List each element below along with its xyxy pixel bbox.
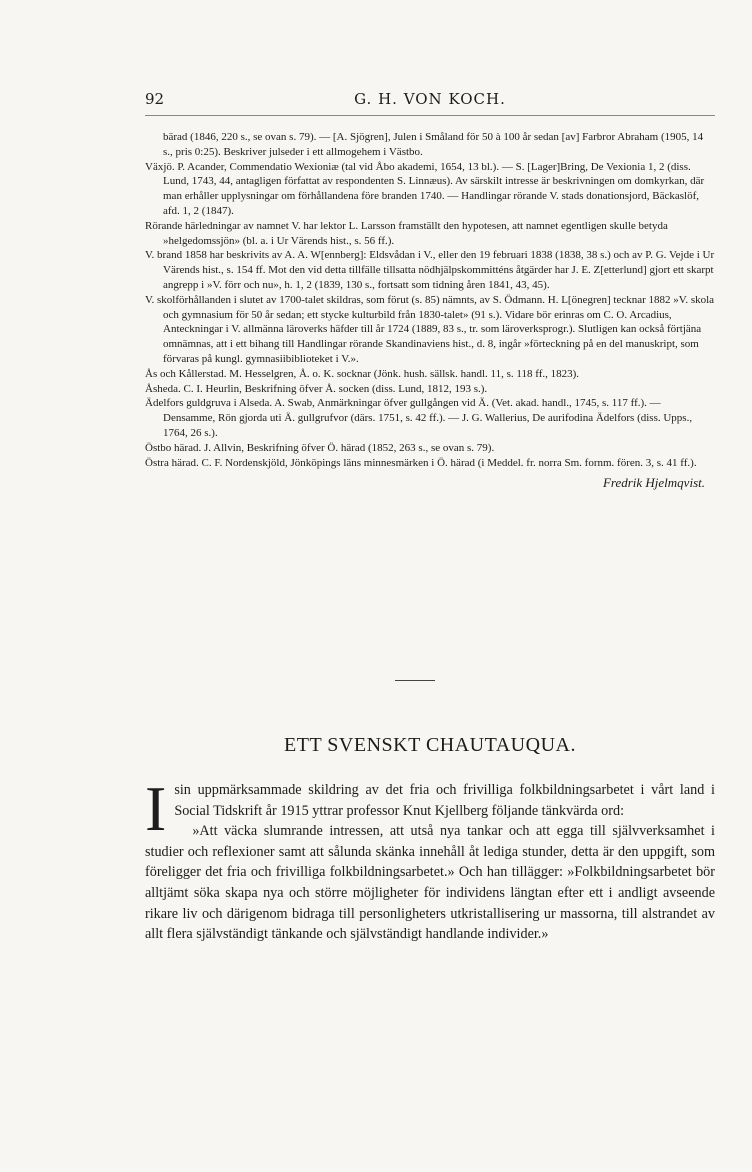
section-separator [395,680,435,681]
bibliography-entry: Ås och Kållerstad. M. Hesselgren, Å. o. K. socknar (Jönk. hush. sällsk. handl. 11, s. 118 ff., 1823). [145,367,580,380]
bibliography-entry: Rörande härledningar av namnet V. har lektor L. Larsson framställt den hypotesen, att namnet egentligen skulle betyda »helgedomssjön» (bl. a. i Ur Värends hist., s. 56 ff.). [145,219,671,247]
bibliography-entry: Växjö. P. Acander, Commendatio Wexioniæ (tal vid Åbo akademi, 1654, 13 bl.). — S. [Lager]Bring, De Vexionia 1, 2 (diss. Lund, 1743, 44, antagligen författat av respondenten S. Linnæus). Av särskilt intresse är beskrivningen om domkyrkan, där man erhåller upplysningar om förhållandena före branden 1740. — Handlingar rörande V. stads donationsjord, Bäckaslöf, afd. 1, 2 (1847). [145,160,707,217]
bibliography-entry: bärad (1846, 220 s., se ovan s. 79). — [A. Sjögren], Julen i Småland för 50 à 100 år sedan [av] Farbror Abraham (1905, 14 s., pris 0:25). Beskriver julseder i ett allmogehem i Västbo. [163,131,706,158]
running-title: G. H. VON KOCH. [354,90,506,108]
paragraph-text: sin uppmärksammade skildring av det fria och frivilliga folkbildningsarbetet i vårt land i Social Tidskrift år 1915 yttrar professor Knut Kjellberg följande tänkvärda ord: [174,782,715,819]
bibliography-entry: Östra härad. C. F. Nordenskjöld, Jönköpings läns minnesmärken i Ö. härad (i Meddel. fr. norra Sm. fornm. fören. 3, s. 41 ff.). [145,456,697,469]
header-rule [145,115,715,116]
bibliography-entry: V. brand 1858 har beskrivits av A. A. W[ennberg]: Eldsvådan i V., eller den 19 februari 1838 (1838, 38 s.) och av P. G. Vejde i Ur Värends hist., s. 154 ff. Mot den vid detta tillfälle tillsatta nödhjälpskommitténs åtgärder har J. E. Z[etterlund] gjort ett skarpt angrepp i »V. förr och nu», h. 1, 2 (1839, 130 s., fortsatt som tidning åren 1841, 43, 45). [145,249,717,291]
page-header [145,90,715,108]
bibliography-entry: Östbo härad. J. Allvin, Beskrifning öfver Ö. härad (1852, 263 s., se ovan s. 79). [145,441,495,454]
article-title: ETT SVENSKT CHAUTAUQUA. [284,734,576,756]
drop-cap: I [145,773,167,844]
bibliography-entry: Ädelfors guldgruva i Alseda. A. Swab, Anmärkningar öfver gullgången vid Ä. (Vet. akad. handl., 1745, s. 117 ff.). — Densamme, Rön gjorda uti Ä. gullgrufvor (därs. 1751, s. 42 ff.). — J. G. Wallerius, De aurifodina Ädelfors (diss. Upps., 1764, 26 s.). [145,397,695,439]
page-number: 92 [145,90,165,108]
article-body [145,773,715,945]
article-paragraph: »Att väcka slumrande intressen, att utså nya tankar och att egga till självverksamhet i studier och reflexioner samt att sålunda skänka innehåll åt lediga stunder, detta är den uppgift, som föreligger det fria och frivilliga folkbildningsarbetet.» Och han tillägger: »Folkbildningsarbetet bör alltjämt söka skapa nya och större möjligheter för individens längtan efter ett i andligt avseende rikare liv och därigenom bidraga till personligheters utkristallisering ur massorna, till alstrandet av allt flera självständigt tänkande och självständigt handlande individer.» [145,823,715,943]
bibliography-entry: V. skolförhållanden i slutet av 1700-talet skildras, som förut (s. 85) nämnts, av S. Ödmann. H. L[önegren] tecknar 1882 »V. skola och gymnasium för 50 år sedan; ett stycke kulturbild från 1830-talet» (91 s.). Vidare bör erinras om C. O. Arcadius, Anteckningar i V. allmänna läroverks häfder till år 1724 (1889, 83 s., tr. som läroverksprogr.). Slutligen kan också förtjäna omnämnas, att i ett bihang till Handlingar rörande Skandinaviens hist., d. 8, ingår »förteckning på en del manuskript, som förvaras på kungl. gymnasiibiblioteket i V.». [145,293,717,365]
author-signature: Fredrik Hjelmqvist. [602,475,705,491]
article-paragraph [145,773,715,844]
bibliography-entry: Åsheda. C. I. Heurlin, Beskrifning öfver Å. socken (diss. Lund, 1812, 193 s.). [145,382,488,395]
bibliography [145,130,715,491]
